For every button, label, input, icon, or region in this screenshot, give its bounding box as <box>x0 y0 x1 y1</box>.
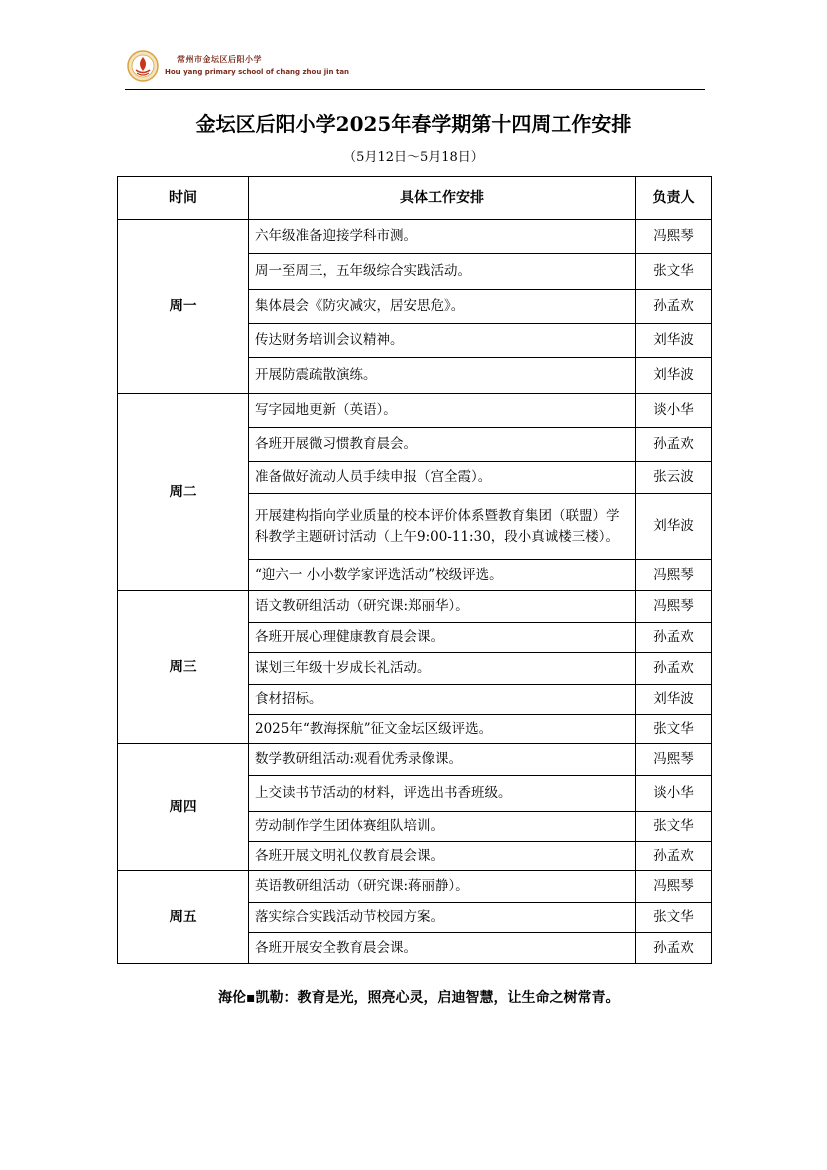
owner-cell: 张文华 <box>636 715 712 744</box>
task-cell: 数学教研组活动:观看优秀录像课。 <box>249 744 636 776</box>
task-cell: 谋划三年级十岁成长礼活动。 <box>249 653 636 685</box>
owner-cell: 刘华波 <box>636 494 712 560</box>
day-cell: 周一 <box>118 220 249 394</box>
task-cell: 语文教研组活动（研究课:郑丽华）。 <box>249 591 636 623</box>
table-row <box>118 871 712 903</box>
page-title: 金坛区后阳小学2025年春学期第十四周工作安排 <box>195 112 632 136</box>
task-cell: 劳动制作学生团体赛组队培训。 <box>249 812 636 842</box>
table-row <box>118 591 712 623</box>
owner-cell: 刘华波 <box>636 685 712 715</box>
owner-cell: 孙孟欢 <box>636 623 712 653</box>
owner-cell: 冯熙琴 <box>636 871 712 903</box>
day-cell: 周二 <box>118 394 249 591</box>
owner-cell: 张文华 <box>636 812 712 842</box>
task-cell: 写字园地更新（英语）。 <box>249 394 636 428</box>
task-cell: 食材招标。 <box>249 685 636 715</box>
owner-cell: 刘华波 <box>636 324 712 358</box>
task-cell: 准备做好流动人员手续申报（宫全霞）。 <box>249 462 636 494</box>
header-task: 具体工作安排 <box>249 177 636 220</box>
owner-cell: 谈小华 <box>636 394 712 428</box>
owner-cell: 冯熙琴 <box>636 560 712 591</box>
owner-cell: 张文华 <box>636 254 712 290</box>
task-cell: 六年级准备迎接学科市测。 <box>249 220 636 254</box>
owner-cell: 孙孟欢 <box>636 428 712 462</box>
task-cell: 各班开展心理健康教育晨会课。 <box>249 623 636 653</box>
header-divider <box>125 89 705 90</box>
task-cell: 各班开展文明礼仪教育晨会课。 <box>249 842 636 871</box>
footer-quote: 海伦▪凯勒：教育是光，照亮心灵，启迪智慧，让生命之树常青。 <box>218 990 620 1006</box>
owner-cell: 冯熙琴 <box>636 220 712 254</box>
schedule-table <box>117 176 712 964</box>
owner-cell: 孙孟欢 <box>636 290 712 324</box>
task-cell: 开展防震疏散演练。 <box>249 358 636 394</box>
school-name-cn: 常州市金坛区后阳小学 <box>177 54 262 64</box>
task-cell: 传达财务培训会议精神。 <box>249 324 636 358</box>
day-cell: 周三 <box>118 591 249 744</box>
owner-cell: 孙孟欢 <box>636 933 712 964</box>
owner-cell: 冯熙琴 <box>636 591 712 623</box>
task-cell: 落实综合实践活动节校园方案。 <box>249 903 636 933</box>
table-row <box>118 744 712 776</box>
owner-cell: 冯熙琴 <box>636 744 712 776</box>
header-owner: 负责人 <box>636 177 712 220</box>
task-cell: 上交读书节活动的材料，评选出书香班级。 <box>249 776 636 812</box>
task-cell: 周一至周三，五年级综合实践活动。 <box>249 254 636 290</box>
letterhead <box>125 48 705 90</box>
table-row <box>118 220 712 254</box>
task-cell: 开展建构指向学业质量的校本评价体系暨教育集团（联盟）学科教学主题研讨活动（上午9:00-11:30，段小真诚楼三楼）。 <box>249 494 636 560</box>
task-cell: 英语教研组活动（研究课:蒋丽静）。 <box>249 871 636 903</box>
task-cell: 集体晨会《防灾减灾，居安思危》。 <box>249 290 636 324</box>
owner-cell: 谈小华 <box>636 776 712 812</box>
owner-cell: 孙孟欢 <box>636 842 712 871</box>
header-time: 时间 <box>118 177 249 220</box>
owner-cell: 张云波 <box>636 462 712 494</box>
school-name-en: Hou yang primary school of chang zhou jin tan <box>165 68 350 76</box>
school-logo-icon <box>127 50 159 82</box>
day-cell: 周四 <box>118 744 249 871</box>
date-range: （5月12日～5月18日） <box>343 150 484 165</box>
task-cell: 各班开展安全教育晨会课。 <box>249 933 636 964</box>
task-cell: 2025年“教海探航”征文金坛区级评选。 <box>249 715 636 744</box>
task-cell: “迎六一 小小数学家评选活动”校级评选。 <box>249 560 636 591</box>
owner-cell: 刘华波 <box>636 358 712 394</box>
day-cell: 周五 <box>118 871 249 964</box>
table-header-row <box>118 177 712 220</box>
owner-cell: 张文华 <box>636 903 712 933</box>
schedule-body <box>118 220 712 964</box>
task-cell: 各班开展微习惯教育晨会。 <box>249 428 636 462</box>
table-row <box>118 394 712 428</box>
owner-cell: 孙孟欢 <box>636 653 712 685</box>
